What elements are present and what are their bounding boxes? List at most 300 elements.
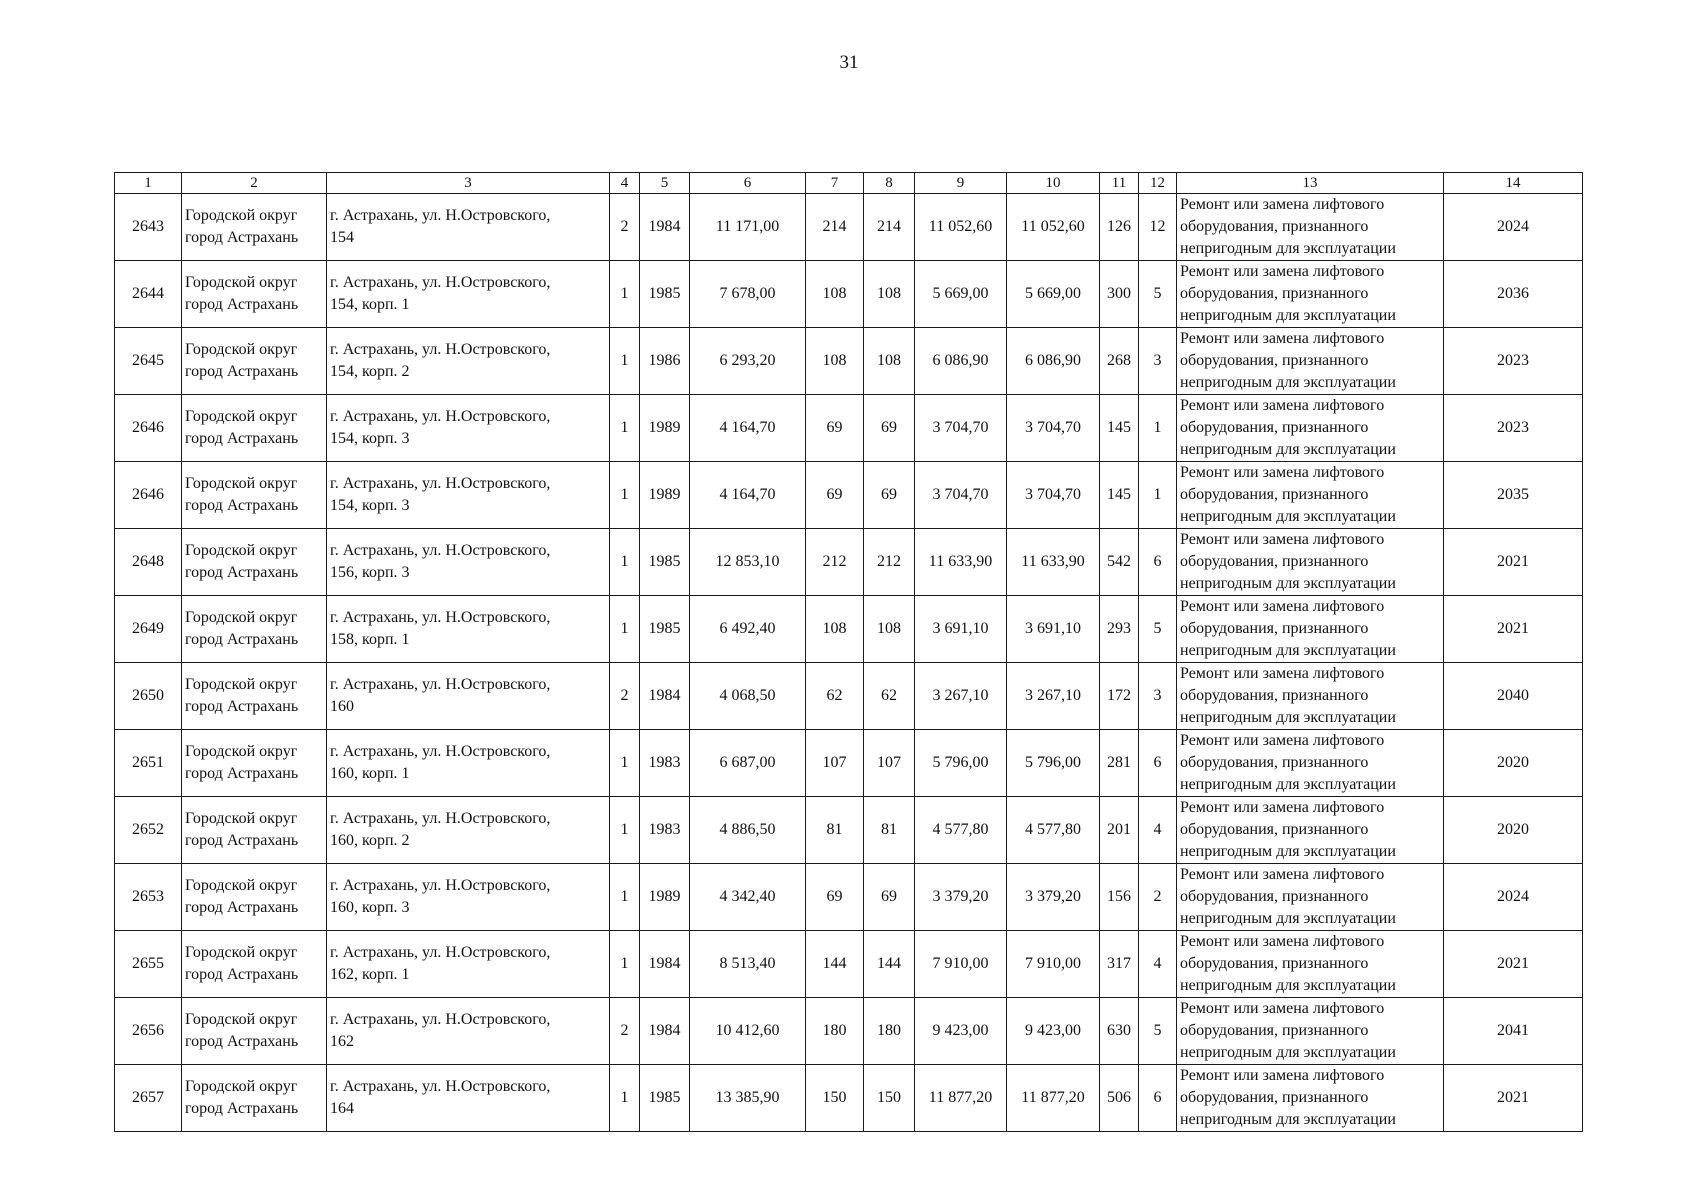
cell-c7: 69 (806, 864, 864, 931)
address-cell (327, 529, 610, 596)
cell-c11: 145 (1100, 395, 1139, 462)
cell-c5: 1985 (640, 261, 690, 328)
work-type-line: оборудования, признанного (1180, 687, 1369, 704)
year-cell: 2035 (1444, 462, 1583, 529)
work-type-line: оборудования, признанного (1180, 486, 1369, 503)
cell-c12: 5 (1139, 261, 1177, 328)
table-row (115, 998, 1583, 1065)
row-id-cell: 2652 (115, 797, 182, 864)
table-row (115, 529, 1583, 596)
work-type-line: непригодным для эксплуатации (1180, 575, 1396, 592)
address-line: 160, корп. 2 (330, 832, 410, 849)
municipality-line: город Астрахань (185, 765, 299, 782)
cell-c7: 107 (806, 730, 864, 797)
cell-c7: 144 (806, 931, 864, 998)
cell-c10: 11 633,90 (1007, 529, 1100, 596)
work-type-cell (1177, 261, 1444, 328)
work-type-line: оборудования, признанного (1180, 620, 1369, 637)
page-number: 31 (839, 52, 859, 73)
municipality-line: Городской округ (185, 475, 298, 492)
work-type-line: оборудования, признанного (1180, 285, 1369, 302)
address-line: г. Астрахань, ул. Н.Островского, (330, 341, 551, 358)
year-cell: 2036 (1444, 261, 1583, 328)
municipality-line: город Астрахань (185, 564, 299, 581)
municipality-line: Городской округ (185, 877, 298, 894)
cell-c6: 4 342,40 (690, 864, 806, 931)
cell-c12: 12 (1139, 194, 1177, 261)
cell-c5: 1984 (640, 998, 690, 1065)
address-line: г. Астрахань, ул. Н.Островского, (330, 810, 551, 827)
cell-c9: 5 796,00 (915, 730, 1007, 797)
cell-c4: 1 (610, 797, 640, 864)
municipality-cell (182, 663, 327, 730)
row-id-cell: 2649 (115, 596, 182, 663)
cell-c10: 6 086,90 (1007, 328, 1100, 395)
work-type-line: Ремонт или замена лифтового (1180, 933, 1385, 950)
municipality-line: Городской округ (185, 1078, 298, 1095)
municipality-line: город Астрахань (185, 832, 299, 849)
cell-c11: 317 (1100, 931, 1139, 998)
address-line: 160, корп. 1 (330, 765, 410, 782)
year-cell: 2020 (1444, 730, 1583, 797)
address-cell (327, 797, 610, 864)
cell-c4: 1 (610, 328, 640, 395)
work-type-cell (1177, 663, 1444, 730)
work-type-cell (1177, 1065, 1444, 1132)
work-type-line: непригодным для эксплуатации (1180, 910, 1396, 927)
cell-c6: 4 164,70 (690, 462, 806, 529)
cell-c9: 5 669,00 (915, 261, 1007, 328)
cell-c12: 3 (1139, 663, 1177, 730)
table-row (115, 864, 1583, 931)
address-line: 158, корп. 1 (330, 631, 410, 648)
cell-c8: 144 (864, 931, 915, 998)
municipality-line: город Астрахань (185, 363, 299, 380)
municipality-line: город Астрахань (185, 497, 299, 514)
cell-c8: 180 (864, 998, 915, 1065)
address-line: 162, корп. 1 (330, 966, 410, 983)
work-type-line: Ремонт или замена лифтового (1180, 866, 1385, 883)
address-cell (327, 730, 610, 797)
cell-c7: 108 (806, 261, 864, 328)
cell-c6: 6 687,00 (690, 730, 806, 797)
column-header-8: 8 (864, 173, 915, 194)
cell-c5: 1989 (640, 395, 690, 462)
work-type-line: непригодным для эксплуатации (1180, 240, 1396, 257)
cell-c5: 1984 (640, 663, 690, 730)
row-id-cell: 2643 (115, 194, 182, 261)
cell-c6: 13 385,90 (690, 1065, 806, 1132)
cell-c11: 156 (1100, 864, 1139, 931)
cell-c5: 1989 (640, 864, 690, 931)
municipality-cell (182, 797, 327, 864)
municipality-cell (182, 395, 327, 462)
work-type-cell (1177, 462, 1444, 529)
cell-c6: 12 853,10 (690, 529, 806, 596)
municipality-cell (182, 931, 327, 998)
column-header-6: 6 (690, 173, 806, 194)
cell-c10: 11 052,60 (1007, 194, 1100, 261)
cell-c6: 10 412,60 (690, 998, 806, 1065)
work-type-line: оборудования, признанного (1180, 1022, 1369, 1039)
cell-c4: 2 (610, 663, 640, 730)
cell-c7: 150 (806, 1065, 864, 1132)
cell-c11: 506 (1100, 1065, 1139, 1132)
row-id-cell: 2657 (115, 1065, 182, 1132)
cell-c7: 180 (806, 998, 864, 1065)
cell-c7: 108 (806, 328, 864, 395)
municipality-cell (182, 1065, 327, 1132)
cell-c11: 172 (1100, 663, 1139, 730)
address-line: г. Астрахань, ул. Н.Островского, (330, 274, 551, 291)
cell-c10: 9 423,00 (1007, 998, 1100, 1065)
cell-c8: 62 (864, 663, 915, 730)
year-cell: 2020 (1444, 797, 1583, 864)
work-type-line: непригодным для эксплуатации (1180, 776, 1396, 793)
column-header-5: 5 (640, 173, 690, 194)
address-line: г. Астрахань, ул. Н.Островского, (330, 475, 551, 492)
municipality-line: город Астрахань (185, 899, 299, 916)
cell-c7: 69 (806, 462, 864, 529)
municipality-line: Городской округ (185, 609, 298, 626)
cell-c10: 3 691,10 (1007, 596, 1100, 663)
cell-c9: 3 379,20 (915, 864, 1007, 931)
municipality-cell (182, 462, 327, 529)
cell-c7: 69 (806, 395, 864, 462)
cell-c9: 7 910,00 (915, 931, 1007, 998)
work-type-line: непригодным для эксплуатации (1180, 1111, 1396, 1128)
cell-c4: 1 (610, 395, 640, 462)
work-type-line: оборудования, признанного (1180, 955, 1369, 972)
cell-c8: 108 (864, 261, 915, 328)
table-row (115, 261, 1583, 328)
cell-c8: 81 (864, 797, 915, 864)
cell-c4: 1 (610, 596, 640, 663)
work-type-line: Ремонт или замена лифтового (1180, 598, 1385, 615)
cell-c10: 4 577,80 (1007, 797, 1100, 864)
municipality-line: город Астрахань (185, 296, 299, 313)
municipality-line: город Астрахань (185, 229, 299, 246)
work-type-line: непригодным для эксплуатации (1180, 642, 1396, 659)
column-header-12: 12 (1139, 173, 1177, 194)
table-row (115, 194, 1583, 261)
address-cell (327, 596, 610, 663)
municipality-cell (182, 194, 327, 261)
work-type-line: Ремонт или замена лифтового (1180, 732, 1385, 749)
table-body (115, 194, 1583, 1132)
municipality-line: Городской округ (185, 743, 298, 760)
year-cell: 2021 (1444, 931, 1583, 998)
municipality-cell (182, 596, 327, 663)
cell-c9: 3 691,10 (915, 596, 1007, 663)
address-cell (327, 864, 610, 931)
year-cell: 2041 (1444, 998, 1583, 1065)
municipality-cell (182, 328, 327, 395)
year-cell: 2040 (1444, 663, 1583, 730)
address-cell (327, 194, 610, 261)
cell-c12: 4 (1139, 931, 1177, 998)
cell-c8: 150 (864, 1065, 915, 1132)
cell-c5: 1983 (640, 730, 690, 797)
work-type-line: непригодным для эксплуатации (1180, 441, 1396, 458)
cell-c6: 4 164,70 (690, 395, 806, 462)
work-type-line: оборудования, признанного (1180, 218, 1369, 235)
work-type-line: непригодным для эксплуатации (1180, 843, 1396, 860)
cell-c12: 6 (1139, 730, 1177, 797)
municipality-line: город Астрахань (185, 698, 299, 715)
row-id-cell: 2650 (115, 663, 182, 730)
cell-c7: 214 (806, 194, 864, 261)
cell-c5: 1985 (640, 529, 690, 596)
address-cell (327, 328, 610, 395)
cell-c11: 268 (1100, 328, 1139, 395)
row-id-cell: 2656 (115, 998, 182, 1065)
cell-c9: 4 577,80 (915, 797, 1007, 864)
work-type-line: оборудования, признанного (1180, 352, 1369, 369)
cell-c12: 5 (1139, 998, 1177, 1065)
cell-c10: 3 704,70 (1007, 395, 1100, 462)
column-header-11: 11 (1100, 173, 1139, 194)
address-line: г. Астрахань, ул. Н.Островского, (330, 1011, 551, 1028)
cell-c9: 6 086,90 (915, 328, 1007, 395)
row-id-cell: 2644 (115, 261, 182, 328)
cell-c11: 126 (1100, 194, 1139, 261)
work-type-line: Ремонт или замена лифтового (1180, 263, 1385, 280)
municipality-cell (182, 998, 327, 1065)
address-cell (327, 462, 610, 529)
cell-c8: 212 (864, 529, 915, 596)
cell-c5: 1989 (640, 462, 690, 529)
cell-c5: 1985 (640, 596, 690, 663)
cell-c10: 5 669,00 (1007, 261, 1100, 328)
work-type-line: оборудования, признанного (1180, 553, 1369, 570)
cell-c11: 145 (1100, 462, 1139, 529)
cell-c9: 3 704,70 (915, 395, 1007, 462)
cell-c8: 214 (864, 194, 915, 261)
cell-c5: 1986 (640, 328, 690, 395)
cell-c4: 1 (610, 462, 640, 529)
work-type-line: Ремонт или замена лифтового (1180, 799, 1385, 816)
cell-c4: 1 (610, 529, 640, 596)
address-line: 156, корп. 3 (330, 564, 410, 581)
table-row (115, 395, 1583, 462)
municipality-line: Городской округ (185, 676, 298, 693)
table-row (115, 931, 1583, 998)
column-header-3: 3 (327, 173, 610, 194)
address-line: 154, корп. 2 (330, 363, 410, 380)
cell-c12: 5 (1139, 596, 1177, 663)
municipality-line: Городской округ (185, 274, 298, 291)
municipality-line: Городской округ (185, 944, 298, 961)
year-cell: 2023 (1444, 395, 1583, 462)
cell-c9: 11 052,60 (915, 194, 1007, 261)
row-id-cell: 2655 (115, 931, 182, 998)
work-type-line: Ремонт или замена лифтового (1180, 531, 1385, 548)
cell-c11: 542 (1100, 529, 1139, 596)
cell-c10: 3 267,10 (1007, 663, 1100, 730)
work-type-line: непригодным для эксплуатации (1180, 709, 1396, 726)
table-row (115, 730, 1583, 797)
work-type-line: непригодным для эксплуатации (1180, 508, 1396, 525)
cell-c7: 108 (806, 596, 864, 663)
work-type-line: Ремонт или замена лифтового (1180, 1067, 1385, 1084)
work-type-line: Ремонт или замена лифтового (1180, 1000, 1385, 1017)
cell-c8: 108 (864, 328, 915, 395)
municipality-cell (182, 261, 327, 328)
municipality-line: город Астрахань (185, 1100, 299, 1117)
municipality-line: Городской округ (185, 207, 298, 224)
year-cell: 2024 (1444, 864, 1583, 931)
table-row (115, 462, 1583, 529)
work-type-line: непригодным для эксплуатации (1180, 307, 1396, 324)
municipality-line: Городской округ (185, 542, 298, 559)
cell-c8: 69 (864, 395, 915, 462)
work-type-line: Ремонт или замена лифтового (1180, 330, 1385, 347)
cell-c8: 69 (864, 864, 915, 931)
work-type-line: непригодным для эксплуатации (1180, 374, 1396, 391)
cell-c7: 81 (806, 797, 864, 864)
cell-c8: 107 (864, 730, 915, 797)
municipality-line: Городской округ (185, 341, 298, 358)
address-cell (327, 931, 610, 998)
work-type-line: непригодным для эксплуатации (1180, 1044, 1396, 1061)
work-type-cell (1177, 328, 1444, 395)
municipality-line: город Астрахань (185, 430, 299, 447)
cell-c7: 62 (806, 663, 864, 730)
municipality-line: город Астрахань (185, 631, 299, 648)
column-header-9: 9 (915, 173, 1007, 194)
cell-c8: 108 (864, 596, 915, 663)
cell-c9: 9 423,00 (915, 998, 1007, 1065)
cell-c6: 11 171,00 (690, 194, 806, 261)
cell-c11: 300 (1100, 261, 1139, 328)
cell-c5: 1983 (640, 797, 690, 864)
work-type-line: оборудования, признанного (1180, 888, 1369, 905)
column-header-2: 2 (182, 173, 327, 194)
cell-c10: 3 704,70 (1007, 462, 1100, 529)
cell-c9: 3 704,70 (915, 462, 1007, 529)
row-id-cell: 2653 (115, 864, 182, 931)
year-cell: 2021 (1444, 596, 1583, 663)
cell-c10: 5 796,00 (1007, 730, 1100, 797)
cell-c6: 6 492,40 (690, 596, 806, 663)
work-type-cell (1177, 194, 1444, 261)
work-type-line: непригодным для эксплуатации (1180, 977, 1396, 994)
cell-c6: 4 068,50 (690, 663, 806, 730)
cell-c5: 1985 (640, 1065, 690, 1132)
column-header-10: 10 (1007, 173, 1100, 194)
work-type-cell (1177, 797, 1444, 864)
cell-c6: 4 886,50 (690, 797, 806, 864)
row-id-cell: 2645 (115, 328, 182, 395)
work-type-line: оборудования, признанного (1180, 821, 1369, 838)
municipality-line: город Астрахань (185, 966, 299, 983)
year-cell: 2023 (1444, 328, 1583, 395)
cell-c11: 281 (1100, 730, 1139, 797)
cell-c6: 6 293,20 (690, 328, 806, 395)
address-line: г. Астрахань, ул. Н.Островского, (330, 1078, 551, 1095)
address-line: г. Астрахань, ул. Н.Островского, (330, 743, 551, 760)
cell-c4: 1 (610, 931, 640, 998)
cell-c11: 201 (1100, 797, 1139, 864)
row-id-cell: 2651 (115, 730, 182, 797)
work-type-cell (1177, 998, 1444, 1065)
cell-c7: 212 (806, 529, 864, 596)
row-id-cell: 2646 (115, 395, 182, 462)
cell-c9: 3 267,10 (915, 663, 1007, 730)
municipality-line: Городской округ (185, 810, 298, 827)
table-row (115, 797, 1583, 864)
cell-c10: 3 379,20 (1007, 864, 1100, 931)
table-row (115, 596, 1583, 663)
column-header-13: 13 (1177, 173, 1444, 194)
work-type-cell (1177, 730, 1444, 797)
cell-c12: 3 (1139, 328, 1177, 395)
work-type-cell (1177, 596, 1444, 663)
work-type-line: Ремонт или замена лифтового (1180, 397, 1385, 414)
work-type-cell (1177, 395, 1444, 462)
cell-c11: 293 (1100, 596, 1139, 663)
address-line: 164 (330, 1100, 354, 1117)
address-line: 154, корп. 3 (330, 430, 410, 447)
cell-c12: 1 (1139, 462, 1177, 529)
cell-c12: 2 (1139, 864, 1177, 931)
cell-c9: 11 877,20 (915, 1065, 1007, 1132)
work-type-line: Ремонт или замена лифтового (1180, 665, 1385, 682)
address-line: 154, корп. 3 (330, 497, 410, 514)
table-row (115, 663, 1583, 730)
capital-repair-table (114, 172, 1583, 1132)
address-cell (327, 261, 610, 328)
cell-c4: 1 (610, 730, 640, 797)
municipality-cell (182, 529, 327, 596)
cell-c5: 1984 (640, 194, 690, 261)
address-line: 162 (330, 1033, 354, 1050)
address-line: г. Астрахань, ул. Н.Островского, (330, 207, 551, 224)
address-line: 154 (330, 229, 354, 246)
column-header-7: 7 (806, 173, 864, 194)
cell-c10: 7 910,00 (1007, 931, 1100, 998)
cell-c6: 7 678,00 (690, 261, 806, 328)
cell-c12: 6 (1139, 1065, 1177, 1132)
cell-c4: 1 (610, 1065, 640, 1132)
address-line: г. Астрахань, ул. Н.Островского, (330, 408, 551, 425)
work-type-line: Ремонт или замена лифтового (1180, 196, 1385, 213)
work-type-line: оборудования, признанного (1180, 419, 1369, 436)
cell-c12: 4 (1139, 797, 1177, 864)
cell-c4: 2 (610, 998, 640, 1065)
column-header-1: 1 (115, 173, 182, 194)
cell-c5: 1984 (640, 931, 690, 998)
address-line: г. Астрахань, ул. Н.Островского, (330, 877, 551, 894)
address-cell (327, 1065, 610, 1132)
cell-c12: 6 (1139, 529, 1177, 596)
municipality-line: Городской округ (185, 408, 298, 425)
address-line: 160 (330, 698, 354, 715)
column-header-14: 14 (1444, 173, 1583, 194)
municipality-cell (182, 864, 327, 931)
cell-c9: 11 633,90 (915, 529, 1007, 596)
column-header-4: 4 (610, 173, 640, 194)
cell-c4: 1 (610, 864, 640, 931)
work-type-line: оборудования, признанного (1180, 754, 1369, 771)
address-line: г. Астрахань, ул. Н.Островского, (330, 609, 551, 626)
municipality-line: Городской округ (185, 1011, 298, 1028)
municipality-cell (182, 730, 327, 797)
cell-c11: 630 (1100, 998, 1139, 1065)
address-line: 160, корп. 3 (330, 899, 410, 916)
work-type-cell (1177, 529, 1444, 596)
